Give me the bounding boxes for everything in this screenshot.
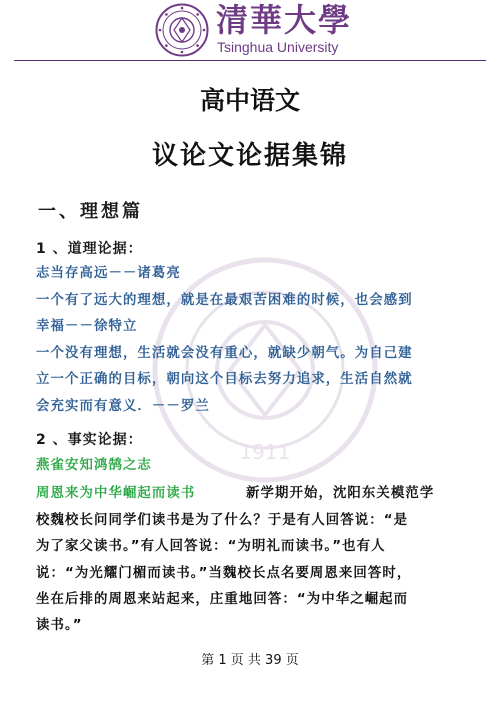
university-name-en: Tsinghua University (217, 39, 339, 55)
story-line: 坐在后排的周恩来站起来，庄重地回答：“为中华之崛起而 (36, 592, 409, 607)
document-title: 高中语文 (199, 86, 300, 115)
watermark-year: 1911 (239, 440, 291, 464)
tsinghua-seal-icon (155, 3, 209, 57)
document-subtitle: 议论文论据集锦 (151, 141, 348, 171)
story-line: 为了家父读书。”有人回答说：“为明礼而读书。”也有人 (36, 539, 386, 554)
reasoning-line: 立一个正确的目标，朝向这个目标去努力追求，生活自然就 (36, 372, 413, 387)
reasoning-line: 会充实而有意义．－－罗兰 (36, 399, 210, 414)
section-heading: 一、理想篇 (38, 201, 143, 222)
university-name-cn: 清華大學 (216, 1, 353, 39)
reasoning-heading: 1 、道理论据： (36, 241, 143, 257)
facts-heading: 2 、事实论据： (36, 432, 143, 448)
reasoning-line: 一个有了远大的理想，就是在最艰苦困难的时候，也会感到 (36, 293, 413, 308)
story-title: 周恩来为中华崛起而读书 (36, 486, 196, 501)
reasoning-line: 幸福－－徐特立 (36, 319, 138, 334)
header-divider (14, 60, 486, 61)
facts-subtitle: 燕雀安知鸿鹄之志 (36, 458, 152, 473)
page-number: 第 1 页 共 39 页 (201, 653, 299, 668)
reasoning-line: 一个没有理想，生活就会没有重心，就缺少朝气。为自己建 (36, 346, 413, 361)
reasoning-line: 志当存高远－－诸葛亮 (36, 266, 181, 281)
story-line: 校魏校长问同学们读书是为了什么？于是有人回答说：“是 (36, 513, 409, 528)
header (0, 0, 500, 62)
story-line: 读书。” (36, 618, 83, 633)
story-line: 说：“为光耀门楣而读书。”当魏校长点名要周恩来回答时， (36, 566, 412, 581)
story-line: 新学期开始，沈阳东关模范学 (246, 486, 435, 501)
